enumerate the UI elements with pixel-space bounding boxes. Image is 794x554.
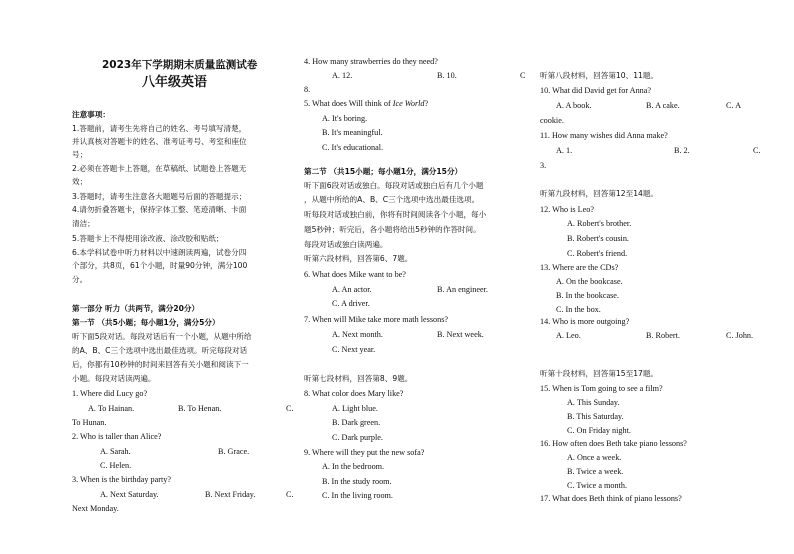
part1-heading: 第一部分 听力（共两节，满分20分）: [72, 304, 200, 313]
q10-option-c-text: cookie.: [540, 116, 564, 125]
q4-option-c[interactable]: C: [520, 71, 526, 80]
q6-option-b[interactable]: B. An engineer.: [437, 285, 488, 294]
exam-subject: 八年级英语: [142, 75, 208, 90]
question-17-stem: 17. What does Beth think of piano lessons?: [540, 494, 682, 503]
question-3-stem: 3. When is the birthday party?: [72, 475, 171, 484]
q5-option-c[interactable]: C. It's educational.: [322, 143, 384, 152]
q1-option-a[interactable]: A. To Hainan.: [88, 404, 135, 413]
question-14-stem: 14. Who is more outgoing?: [540, 317, 630, 326]
q2-option-a[interactable]: A. Sarah.: [100, 447, 131, 456]
q11-option-b[interactable]: B. 2.: [674, 146, 690, 155]
q2-option-b[interactable]: B. Grace.: [218, 447, 250, 456]
notes-line: 个部分，共8页，61个小题，时量90分钟，满分100: [72, 261, 248, 270]
q15-option-b[interactable]: B. This Saturday.: [567, 412, 624, 421]
q13-option-b[interactable]: B. In the bookcase.: [556, 291, 619, 300]
notes-line: 3.答题时，请考生注意各大题题号后面的答题提示；: [72, 192, 247, 201]
section2-instruction: 听每段对话或独白前，你将有时间阅读各个小题，每小: [304, 210, 487, 219]
q10-option-b[interactable]: B. A cake.: [646, 101, 680, 110]
section1-heading: 第一节 （共5小题；每小题1分，满分5分）: [72, 318, 220, 327]
exam-title: 2023年下学期期末质量监测试卷: [102, 59, 258, 71]
q7-option-b[interactable]: B. Next week.: [437, 330, 484, 339]
q16-option-a[interactable]: A. Once a week.: [567, 453, 622, 462]
notes-line: 4.请勿折叠答题卡，保持字体工整、笔迹清晰、卡面: [72, 205, 247, 214]
question-6-stem: 6. What does Mike want to be?: [304, 270, 406, 279]
q4-option-a[interactable]: A. 12.: [332, 71, 353, 80]
q8-option-b[interactable]: B. Dark green.: [332, 418, 381, 427]
q5-stem-pre: 5. What does Will think of: [304, 99, 393, 108]
q9-option-b[interactable]: B. In the study room.: [322, 477, 392, 486]
notes-line: 效；: [72, 177, 88, 186]
q9-option-a[interactable]: A. In the bedroom.: [322, 462, 385, 471]
q13-option-c[interactable]: C. In the box.: [556, 305, 601, 314]
q15-option-c[interactable]: C. On Friday night.: [567, 426, 631, 435]
q13-option-a[interactable]: A. On the bookcase.: [556, 277, 623, 286]
question-8-stem: 8. What color does Mary like?: [304, 389, 404, 398]
question-11-stem: 11. How many wishes did Anna make?: [540, 131, 668, 140]
section2-heading: 第二节 （共15小题；每小题1分，满分15分）: [304, 167, 463, 176]
passage-7-intro: 听第七段材料，回答第8、9题。: [304, 374, 413, 383]
question-10-stem: 10. What did David get for Anna?: [540, 86, 652, 95]
q14-option-a[interactable]: A. Leo.: [556, 331, 581, 340]
section2-instruction: ，从题中所给的A、B、C三个选项中选出最佳选项。: [304, 195, 480, 204]
q11-option-c[interactable]: C.: [753, 146, 761, 155]
q1-option-b[interactable]: B. To Henan.: [178, 404, 222, 413]
q5-option-a[interactable]: A. It's boring.: [322, 114, 368, 123]
question-16-stem: 16. How often does Beth take piano lessons?: [540, 439, 687, 448]
q5-stem-post: ?: [424, 99, 429, 108]
q11-option-c-text: 3.: [540, 161, 547, 170]
q9-option-c[interactable]: C. In the living room.: [322, 491, 393, 500]
q11-option-a[interactable]: A. 1.: [556, 146, 573, 155]
q10-option-c[interactable]: C. A: [726, 101, 742, 110]
section2-instruction: 题5秒钟；听完后，各小题将给出5秒钟的作答时间。: [304, 225, 481, 234]
q7-option-c[interactable]: C. Next year.: [332, 345, 376, 354]
q3-option-c-text: Next Monday.: [72, 504, 119, 513]
question-15-stem: 15. When is Tom going to see a film?: [540, 384, 663, 393]
q3-option-b[interactable]: B. Next Friday.: [205, 490, 256, 499]
question-4-stem: 4. How many strawberries do they need?: [304, 57, 438, 66]
passage-6-intro: 听第六段材料，回答第6、7题。: [304, 254, 413, 263]
q3-option-a[interactable]: A. Next Saturday.: [100, 490, 159, 499]
section1-instruction: 听下面5段对话。每段对话后有一个小题，从题中所给: [72, 332, 252, 341]
q12-option-a[interactable]: A. Robert's brother.: [567, 219, 632, 228]
section1-instruction: 小题。每段对话读两遍。: [72, 374, 156, 383]
passage-10-intro: 听第十段材料，回答第15至17题。: [540, 369, 659, 378]
question-1-stem: 1. Where did Lucy go?: [72, 389, 148, 398]
q2-option-c[interactable]: C. Helen.: [100, 461, 132, 470]
q5-option-b[interactable]: B. It's meaningful.: [322, 128, 383, 137]
q3-option-c[interactable]: C.: [286, 490, 294, 499]
notes-line: 5.答题卡上不得使用涂改液、涂改胶和贴纸；: [72, 234, 224, 243]
question-9-stem: 9. Where will they put the new sofa?: [304, 448, 425, 457]
q16-option-b[interactable]: B. Twice a week.: [567, 467, 624, 476]
notes-line: 1.答题前，请考生先将自己的姓名、考号填写清楚，: [72, 124, 247, 133]
q1-option-c-text: To Hunan.: [72, 418, 107, 427]
q12-option-b[interactable]: B. Robert's cousin.: [567, 234, 629, 243]
q12-option-c[interactable]: C. Robert's friend.: [567, 249, 628, 258]
section2-instruction: 听下面6段对话或独白。每段对话或独白后有几个小题: [304, 181, 484, 190]
question-5-stem: [304, 99, 428, 109]
q14-option-c[interactable]: C. John.: [726, 331, 754, 340]
notes-heading: 注意事项：: [72, 110, 110, 119]
notes-line: 2.必须在答题卡上答题，在草稿纸、试题卷上答题无: [72, 164, 247, 173]
section1-instruction: 后，你都有10秒钟的时间来回答有关小题和阅读下一: [72, 360, 249, 369]
notes-line: 并认真核对答题卡的姓名、准考证考号、考室和座位: [72, 137, 247, 146]
q5-stem-title: Ice World: [392, 99, 425, 108]
passage-8-intro: 听第八段材料，回答第10、11题。: [540, 71, 659, 80]
passage-9-intro: 听第九段材料，回答第12至14题。: [540, 189, 659, 198]
q1-option-c[interactable]: C.: [286, 404, 294, 413]
question-7-stem: 7. When will Mike take more math lessons?: [304, 315, 449, 324]
notes-line: 号；: [72, 150, 88, 159]
notes-line: 清洁；: [72, 219, 95, 228]
q16-option-c[interactable]: C. Twice a month.: [567, 481, 627, 490]
q15-option-a[interactable]: A. This Sunday.: [567, 398, 620, 407]
question-13-stem: 13. Where are the CDs?: [540, 263, 619, 272]
q10-option-a[interactable]: A. A book.: [556, 101, 592, 110]
q4-option-c-text: 8.: [304, 85, 311, 94]
question-2-stem: 2. Who is taller than Alice?: [72, 432, 162, 441]
q6-option-c[interactable]: C. A driver.: [332, 299, 370, 308]
notes-line: 分。: [72, 275, 88, 284]
question-12-stem: 12. Who is Leo?: [540, 205, 594, 214]
q8-option-a[interactable]: A. Light blue.: [332, 404, 378, 413]
q6-option-a[interactable]: A. An actor.: [332, 285, 372, 294]
section2-instruction: 每段对话或独白读两遍。: [304, 240, 388, 249]
notes-line: 6.本学科试卷中听力材料以中速朗读两遍，试卷分四: [72, 248, 247, 257]
q4-option-b[interactable]: B. 10.: [437, 71, 457, 80]
q7-option-a[interactable]: A. Next month.: [332, 330, 383, 339]
section1-instruction: 的A、B、C三个选项中选出最佳选项。听完每段对话: [72, 346, 248, 355]
q14-option-b[interactable]: B. Robert.: [646, 331, 680, 340]
q8-option-c[interactable]: C. Dark purple.: [332, 433, 383, 442]
